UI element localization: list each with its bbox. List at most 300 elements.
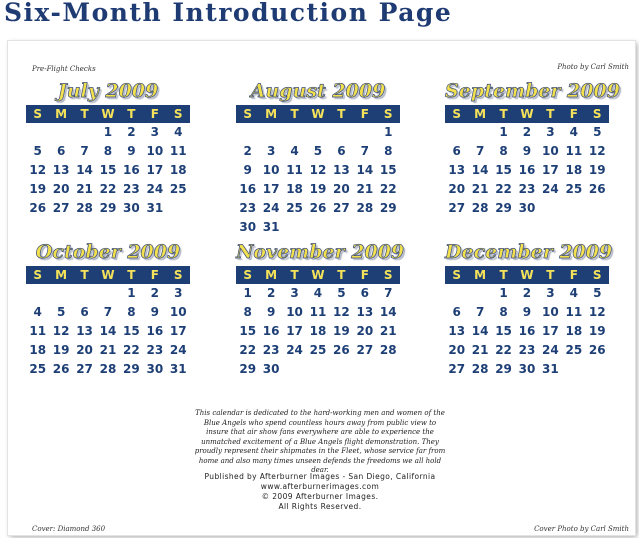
day-cell: 8 xyxy=(499,144,508,158)
weekday-label: F xyxy=(569,268,578,282)
day-cell: 15 xyxy=(239,324,257,338)
day-cell: 14 xyxy=(471,324,489,338)
day-cell: 4 xyxy=(33,305,42,319)
month-weeks xyxy=(236,284,400,379)
day-cell: 26 xyxy=(29,201,47,215)
day-cell: 11 xyxy=(309,305,327,319)
day-cell: 19 xyxy=(52,343,70,357)
day-cell: 26 xyxy=(588,182,606,196)
day-cell: 20 xyxy=(448,182,466,196)
day-cell xyxy=(49,123,72,142)
day-cell: 22 xyxy=(123,343,140,357)
weekday-label: S xyxy=(383,268,393,282)
day-cell: 27 xyxy=(76,362,93,376)
day-cell: 6 xyxy=(337,144,346,158)
day-cell: 31 xyxy=(146,201,164,215)
month-weeks xyxy=(445,123,609,218)
weekday-label: T xyxy=(290,268,299,282)
week-row xyxy=(26,322,190,341)
day-cell: 24 xyxy=(542,343,559,357)
weekday-label: S xyxy=(592,107,602,121)
day-cell: 5 xyxy=(593,286,602,300)
day-cell: 10 xyxy=(542,305,559,319)
day-cell: 26 xyxy=(52,362,70,376)
week-row xyxy=(26,360,190,379)
day-cell: 27 xyxy=(52,201,70,215)
day-cell: 11 xyxy=(565,144,583,158)
page-heading: Six-Month Introduction Page xyxy=(4,0,453,27)
calendar-sheet xyxy=(8,41,635,535)
day-cell: 3 xyxy=(266,144,276,158)
day-cell: 16 xyxy=(518,163,536,177)
weekday-label: S xyxy=(243,268,253,282)
day-cell: 10 xyxy=(262,163,280,177)
week-row xyxy=(236,218,400,237)
corner-caption-bottom-right: Cover Photo by Carl Smith xyxy=(534,525,629,533)
corner-caption-top-right: Photo by Carl Smith xyxy=(557,63,629,71)
day-cell: 28 xyxy=(471,201,489,215)
day-cell: 9 xyxy=(522,305,532,319)
weekday-label: F xyxy=(150,107,159,121)
day-cell xyxy=(236,123,259,142)
day-cell xyxy=(49,284,72,303)
day-cell: 21 xyxy=(76,182,93,196)
week-row xyxy=(236,360,400,379)
weekday-label: M xyxy=(55,268,68,282)
day-cell: 8 xyxy=(499,305,508,319)
day-cell: 17 xyxy=(146,163,164,177)
day-cell: 28 xyxy=(379,343,397,357)
month-title: December 2009 xyxy=(445,241,613,263)
weekday-label: T xyxy=(499,107,508,121)
day-cell: 5 xyxy=(33,144,42,158)
day-cell: 24 xyxy=(286,343,303,357)
weekday-label: W xyxy=(101,268,115,282)
day-cell: 22 xyxy=(239,343,257,357)
corner-caption-bottom-left: Cover: Diamond 360 xyxy=(32,525,106,533)
day-cell: 3 xyxy=(150,125,159,139)
weekday-label: M xyxy=(474,107,487,121)
day-cell xyxy=(539,199,562,218)
day-cell xyxy=(259,123,282,142)
day-cell: 21 xyxy=(99,343,117,357)
week-row xyxy=(26,199,190,218)
day-cell: 15 xyxy=(379,163,397,177)
week-row xyxy=(445,180,609,199)
week-row xyxy=(236,180,400,199)
day-cell: 3 xyxy=(546,286,555,300)
day-cell: 5 xyxy=(593,125,602,139)
day-cell xyxy=(353,360,376,379)
weekday-header xyxy=(236,266,400,284)
day-cell: 4 xyxy=(569,125,578,139)
week-row xyxy=(445,142,609,161)
day-cell: 9 xyxy=(522,144,532,158)
day-cell: 1 xyxy=(499,125,508,139)
weekday-label: T xyxy=(127,107,136,121)
day-cell: 2 xyxy=(522,286,532,300)
day-cell: 10 xyxy=(286,305,303,319)
day-cell: 9 xyxy=(127,144,136,158)
publisher-website: www.afterburnerimages.com xyxy=(260,482,380,491)
weekday-label: W xyxy=(520,268,534,282)
corner-caption-top-left: Pre-Flight Checks xyxy=(32,65,96,73)
day-cell: 21 xyxy=(356,182,374,196)
day-cell: 8 xyxy=(103,144,113,158)
day-cell: 8 xyxy=(384,144,393,158)
day-cell: 10 xyxy=(169,305,187,319)
week-row xyxy=(445,360,609,379)
dedication-text: This calendar is dedicated to the hard-working men and women of the Blue Angels who spend countless hours away from public view to insure that air show fans everywhere are able to experience the unmatched excitement of a Blue Angels flight demonstration. They proudly represent their shipmates in the Fleet, whose service far from home and also many times unseen defends the freedoms we all hold dear. xyxy=(194,409,446,474)
day-cell xyxy=(26,123,49,142)
weekday-label: S xyxy=(592,268,602,282)
day-cell: 20 xyxy=(356,324,374,338)
day-cell: 27 xyxy=(448,201,466,215)
day-cell: 2 xyxy=(243,144,252,158)
day-cell: 1 xyxy=(243,286,252,300)
day-cell: 18 xyxy=(309,324,327,338)
day-cell: 19 xyxy=(333,324,350,338)
day-cell: 31 xyxy=(169,362,187,376)
day-cell: 15 xyxy=(495,163,512,177)
day-cell: 9 xyxy=(243,163,252,177)
week-row xyxy=(26,142,190,161)
day-cell: 5 xyxy=(56,305,66,319)
day-cell: 9 xyxy=(266,305,276,319)
day-cell: 22 xyxy=(495,182,512,196)
day-cell: 24 xyxy=(146,182,164,196)
day-cell: 13 xyxy=(356,305,374,319)
month-calendar xyxy=(445,240,613,379)
day-cell: 3 xyxy=(174,286,183,300)
day-cell: 27 xyxy=(356,343,374,357)
day-cell: 13 xyxy=(448,163,466,177)
day-cell: 10 xyxy=(146,144,164,158)
weekday-label: F xyxy=(360,268,369,282)
day-cell: 4 xyxy=(569,286,578,300)
day-cell: 20 xyxy=(333,182,350,196)
day-cell: 14 xyxy=(356,163,374,177)
month-weeks xyxy=(26,123,190,218)
day-cell: 1 xyxy=(103,125,113,139)
day-cell xyxy=(330,218,353,237)
day-cell xyxy=(377,360,400,379)
day-cell: 28 xyxy=(99,362,117,376)
day-cell: 30 xyxy=(239,220,257,234)
week-row xyxy=(26,303,190,322)
day-cell: 28 xyxy=(76,201,93,215)
week-row xyxy=(445,303,609,322)
publisher-info xyxy=(178,472,462,492)
week-row xyxy=(445,123,609,142)
day-cell: 31 xyxy=(542,362,559,376)
weekday-label: T xyxy=(337,268,346,282)
day-cell xyxy=(445,284,468,303)
day-cell: 6 xyxy=(452,305,461,319)
day-cell: 7 xyxy=(360,144,369,158)
day-cell: 25 xyxy=(29,362,47,376)
day-cell: 24 xyxy=(169,343,187,357)
day-cell: 6 xyxy=(80,305,89,319)
day-cell: 1 xyxy=(127,286,136,300)
month-title: August 2009 xyxy=(250,80,386,102)
weekday-label: S xyxy=(383,107,393,121)
day-cell: 25 xyxy=(309,343,327,357)
day-cell: 21 xyxy=(379,324,397,338)
day-cell: 24 xyxy=(542,182,559,196)
day-cell: 18 xyxy=(169,163,187,177)
day-cell xyxy=(26,284,49,303)
day-cell xyxy=(353,123,376,142)
weekday-label: T xyxy=(337,107,346,121)
day-cell: 21 xyxy=(471,182,489,196)
day-cell xyxy=(353,218,376,237)
day-cell: 23 xyxy=(123,182,140,196)
day-cell: 20 xyxy=(448,343,466,357)
week-row xyxy=(445,284,609,303)
week-row xyxy=(236,322,400,341)
day-cell xyxy=(283,123,306,142)
day-cell: 30 xyxy=(518,201,536,215)
month-title: November 2009 xyxy=(236,241,405,263)
day-cell: 12 xyxy=(29,163,47,177)
publisher-name: Published by Afterburner Images - San Diego, California xyxy=(204,472,436,481)
week-row xyxy=(26,341,190,360)
weekday-header xyxy=(445,266,609,284)
day-cell: 2 xyxy=(150,286,159,300)
day-cell: 10 xyxy=(542,144,559,158)
weekday-label: S xyxy=(33,268,43,282)
day-cell: 5 xyxy=(337,286,346,300)
day-cell xyxy=(468,123,491,142)
day-cell: 13 xyxy=(76,324,93,338)
day-cell: 16 xyxy=(239,182,257,196)
day-cell xyxy=(330,123,353,142)
day-cell: 17 xyxy=(542,163,559,177)
day-cell xyxy=(306,218,329,237)
weekday-label: F xyxy=(360,107,369,121)
day-cell: 2 xyxy=(522,125,532,139)
day-cell xyxy=(306,123,329,142)
day-cell: 23 xyxy=(518,182,536,196)
day-cell: 21 xyxy=(471,343,489,357)
day-cell: 7 xyxy=(103,305,113,319)
week-row xyxy=(445,322,609,341)
day-cell: 14 xyxy=(379,305,397,319)
day-cell: 4 xyxy=(290,144,299,158)
day-cell: 3 xyxy=(290,286,299,300)
month-weeks xyxy=(445,284,609,379)
day-cell: 18 xyxy=(565,163,583,177)
week-row xyxy=(26,161,190,180)
day-cell: 29 xyxy=(239,362,257,376)
day-cell: 16 xyxy=(262,324,280,338)
day-cell xyxy=(468,284,491,303)
day-cell: 30 xyxy=(146,362,164,376)
day-cell xyxy=(306,360,329,379)
day-cell: 6 xyxy=(452,144,461,158)
week-row xyxy=(445,199,609,218)
day-cell: 7 xyxy=(384,286,393,300)
week-row xyxy=(26,123,190,142)
day-cell: 19 xyxy=(588,163,606,177)
day-cell xyxy=(445,123,468,142)
day-cell: 28 xyxy=(356,201,374,215)
day-cell: 30 xyxy=(262,362,280,376)
month-title: September 2009 xyxy=(445,80,620,102)
month-title: October 2009 xyxy=(35,241,181,263)
day-cell: 30 xyxy=(518,362,536,376)
day-cell: 25 xyxy=(169,182,187,196)
weekday-label: S xyxy=(243,107,253,121)
day-cell: 26 xyxy=(309,201,327,215)
weekday-label: S xyxy=(452,268,462,282)
day-cell: 15 xyxy=(123,324,140,338)
day-cell xyxy=(283,360,306,379)
weekday-header xyxy=(26,105,190,123)
month-title: July 2009 xyxy=(57,80,159,102)
day-cell: 6 xyxy=(56,144,66,158)
day-cell: 23 xyxy=(146,343,164,357)
week-row xyxy=(236,303,400,322)
week-row xyxy=(236,284,400,303)
day-cell xyxy=(377,218,400,237)
weekday-label: S xyxy=(33,107,43,121)
day-cell: 23 xyxy=(239,201,257,215)
day-cell: 18 xyxy=(29,343,47,357)
month-calendar xyxy=(26,79,190,218)
month-calendar xyxy=(236,79,400,237)
week-row xyxy=(236,199,400,218)
week-row xyxy=(236,123,400,142)
day-cell: 17 xyxy=(262,182,280,196)
day-cell: 2 xyxy=(127,125,136,139)
week-row xyxy=(445,341,609,360)
weekday-label: T xyxy=(290,107,299,121)
day-cell xyxy=(330,360,353,379)
day-cell: 12 xyxy=(52,324,70,338)
day-cell xyxy=(73,284,96,303)
day-cell: 8 xyxy=(127,305,136,319)
day-cell: 16 xyxy=(123,163,140,177)
day-cell: 29 xyxy=(99,201,117,215)
day-cell: 14 xyxy=(471,163,489,177)
day-cell: 25 xyxy=(286,201,303,215)
day-cell: 5 xyxy=(313,144,323,158)
day-cell: 13 xyxy=(448,324,466,338)
day-cell: 20 xyxy=(76,343,93,357)
weekday-label: W xyxy=(520,107,534,121)
day-cell xyxy=(562,199,585,218)
weekday-label: T xyxy=(499,268,508,282)
day-cell: 28 xyxy=(471,362,489,376)
day-cell: 25 xyxy=(565,182,583,196)
day-cell: 22 xyxy=(379,182,397,196)
weekday-label: F xyxy=(150,268,159,282)
day-cell: 14 xyxy=(99,324,117,338)
day-cell: 18 xyxy=(565,324,583,338)
weekday-label: T xyxy=(127,268,136,282)
weekday-label: T xyxy=(546,107,555,121)
weekday-label: F xyxy=(569,107,578,121)
day-cell: 16 xyxy=(518,324,536,338)
day-cell: 17 xyxy=(169,324,187,338)
day-cell: 7 xyxy=(80,144,89,158)
week-row xyxy=(445,161,609,180)
day-cell: 26 xyxy=(333,343,350,357)
month-calendar xyxy=(445,79,620,218)
day-cell xyxy=(167,199,190,218)
day-cell: 14 xyxy=(76,163,93,177)
weekday-header xyxy=(445,105,609,123)
day-cell: 12 xyxy=(309,163,327,177)
day-cell xyxy=(96,284,119,303)
week-row xyxy=(26,180,190,199)
day-cell: 11 xyxy=(169,144,187,158)
day-cell: 30 xyxy=(123,201,140,215)
day-cell: 19 xyxy=(29,182,47,196)
day-cell: 11 xyxy=(565,305,583,319)
week-row xyxy=(236,341,400,360)
day-cell: 20 xyxy=(52,182,70,196)
day-cell: 22 xyxy=(495,343,512,357)
day-cell: 11 xyxy=(286,163,303,177)
month-calendar xyxy=(26,240,190,379)
day-cell: 7 xyxy=(475,144,485,158)
day-cell: 16 xyxy=(146,324,164,338)
day-cell: 1 xyxy=(499,286,508,300)
week-row xyxy=(236,161,400,180)
day-cell: 23 xyxy=(262,343,280,357)
day-cell: 13 xyxy=(52,163,70,177)
weekday-label: S xyxy=(452,107,462,121)
day-cell: 27 xyxy=(448,362,466,376)
day-cell: 11 xyxy=(29,324,47,338)
day-cell: 8 xyxy=(243,305,252,319)
day-cell: 13 xyxy=(333,163,350,177)
day-cell: 12 xyxy=(588,144,606,158)
copyright-notice xyxy=(178,492,462,512)
weekday-header xyxy=(26,266,190,284)
day-cell: 4 xyxy=(174,125,183,139)
weekday-label: M xyxy=(55,107,68,121)
day-cell: 2 xyxy=(266,286,276,300)
weekday-label: T xyxy=(80,107,89,121)
weekday-label: M xyxy=(265,268,278,282)
day-cell: 12 xyxy=(333,305,350,319)
day-cell: 18 xyxy=(286,182,303,196)
day-cell: 6 xyxy=(360,286,369,300)
day-cell: 15 xyxy=(99,163,117,177)
day-cell: 25 xyxy=(565,343,583,357)
day-cell: 7 xyxy=(475,305,485,319)
copyright-line: © 2009 Afterburner Images. xyxy=(261,492,379,501)
weekday-label: M xyxy=(265,107,278,121)
day-cell: 17 xyxy=(542,324,559,338)
day-cell: 23 xyxy=(518,343,536,357)
day-cell: 29 xyxy=(379,201,397,215)
day-cell: 19 xyxy=(588,324,606,338)
month-weeks xyxy=(236,123,400,237)
weekday-header xyxy=(236,105,400,123)
rights-line: All Rights Reserved. xyxy=(278,502,362,511)
day-cell: 29 xyxy=(123,362,140,376)
weekday-label: M xyxy=(474,268,487,282)
weekday-label: S xyxy=(173,268,183,282)
day-cell: 24 xyxy=(262,201,280,215)
day-cell: 9 xyxy=(150,305,159,319)
week-row xyxy=(26,284,190,303)
